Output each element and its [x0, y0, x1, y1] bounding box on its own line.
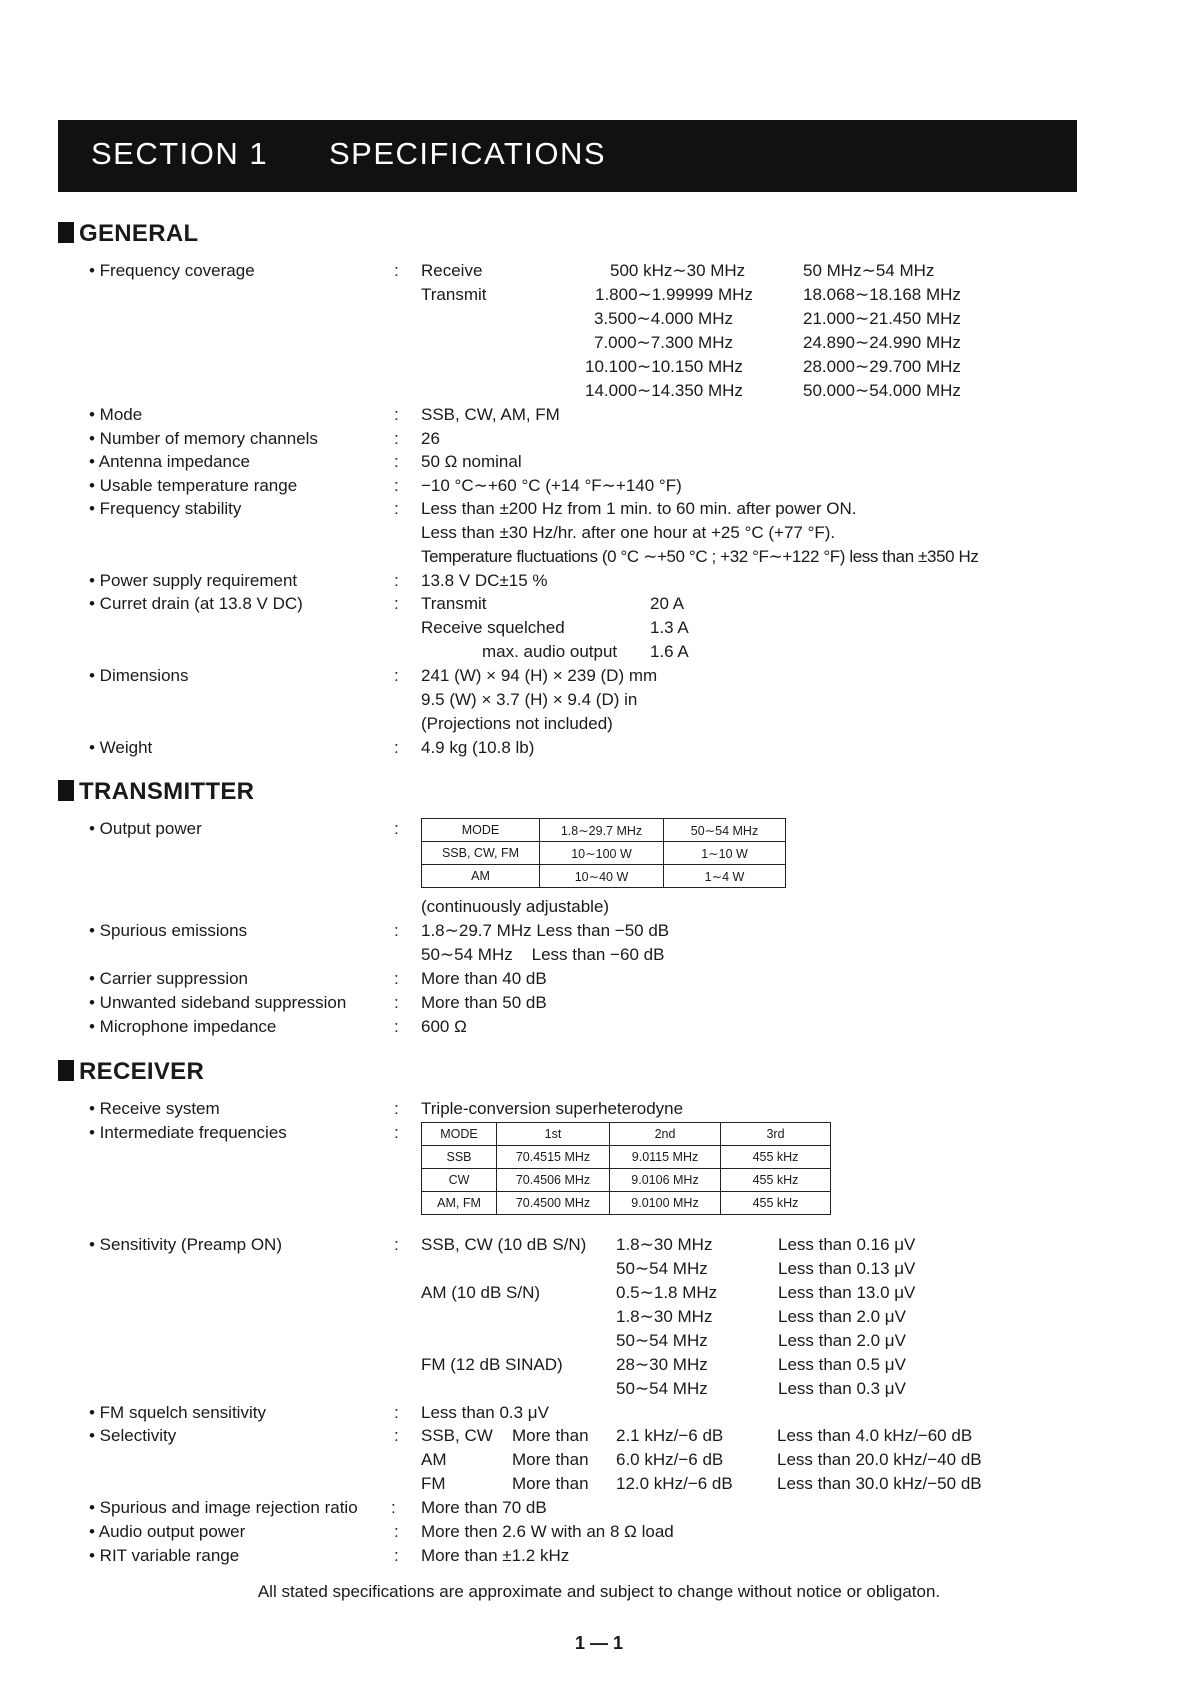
rx-system-label: • Receive system: [89, 1099, 220, 1118]
drain-row-label: Transmit: [421, 594, 487, 613]
transmit-range: 50.000∼54.000 MHz: [803, 381, 961, 400]
drain-label: • Curret drain (at 13.8 V DC): [89, 594, 303, 613]
stability-line: Less than ±30 Hz/hr. after one hour at +25 °C (+77 °F).: [421, 523, 836, 542]
transmitter-heading: TRANSMITTER: [58, 778, 254, 806]
image-rejection-label: • Spurious and image rejection ratio: [89, 1498, 358, 1517]
sens-mode: AM (10 dB S/N): [421, 1283, 541, 1302]
stability-line: Temperature fluctuations (0 °C ∼+50 °C ; +32 °F∼+122 °F) less than ±350 Hz: [421, 547, 979, 566]
receiver-heading: RECEIVER: [58, 1058, 204, 1086]
sel-more: More than: [512, 1474, 589, 1493]
drain-row-value: 1.3 A: [650, 618, 689, 637]
table-row: [422, 1123, 831, 1146]
if-table: [421, 1122, 831, 1215]
antenna-value: 50 Ω nominal: [421, 452, 522, 471]
mic-label: • Microphone impedance: [89, 1017, 277, 1036]
transmit-label: Transmit: [421, 285, 487, 304]
table-cell: AM, FM: [422, 1192, 497, 1215]
sens-range: 1.8∼30 MHz: [616, 1235, 713, 1254]
table-row: [422, 1146, 831, 1169]
receive-range: 50 MHz∼54 MHz: [803, 261, 935, 280]
footer-note: All stated specifications are approximate and subject to change without notice or obligaton.: [257, 1582, 941, 1601]
transmit-range: 10.100∼10.150 MHz: [585, 357, 743, 376]
table-cell: 455 kHz: [721, 1146, 831, 1169]
output-power-table: [421, 818, 786, 888]
temp-label: • Usable temperature range: [89, 476, 298, 495]
transmit-range: 24.890∼24.990 MHz: [803, 333, 961, 352]
table-cell: 9.0100 MHz: [610, 1192, 721, 1215]
heading-square-icon: [58, 222, 74, 243]
table-row: [422, 842, 786, 865]
drain-row-value: 20 A: [650, 594, 685, 613]
spurious-line: 50∼54 MHz Less than −60 dB: [421, 945, 665, 964]
audio-output-label: • Audio output power: [89, 1522, 246, 1541]
dim-line: 9.5 (W) × 3.7 (H) × 9.4 (D) in: [421, 690, 638, 709]
output-power-label: • Output power: [89, 819, 202, 838]
sel-stop: Less than 30.0 kHz/−50 dB: [777, 1474, 982, 1493]
table-cell: SSB: [422, 1146, 497, 1169]
image-rejection-value: More than 70 dB: [421, 1498, 547, 1517]
table-cell: 1∼10 W: [664, 842, 786, 865]
sel-pass: 6.0 kHz/−6 dB: [616, 1450, 724, 1469]
sens-range: 50∼54 MHz: [616, 1331, 708, 1350]
sens-mode: FM (12 dB SINAD): [421, 1355, 563, 1374]
sel-stop: Less than 20.0 kHz/−40 dB: [777, 1450, 982, 1469]
stability-line: Less than ±200 Hz from 1 min. to 60 min. after power ON.: [421, 499, 857, 518]
power-value: 13.8 V DC±15 %: [421, 571, 548, 590]
memory-value: 26: [421, 429, 440, 448]
sel-pass: 2.1 kHz/−6 dB: [616, 1426, 724, 1445]
table-cell: 9.0115 MHz: [610, 1146, 721, 1169]
table-row: [422, 865, 786, 888]
sens-range: 50∼54 MHz: [616, 1259, 708, 1278]
transmit-range: 14.000∼14.350 MHz: [585, 381, 743, 400]
sens-value: Less than 0.16 μV: [778, 1235, 916, 1254]
table-row: [422, 1192, 831, 1215]
sens-value: Less than 0.3 μV: [778, 1379, 906, 1398]
sel-mode: AM: [421, 1450, 447, 1469]
table-header: 2nd: [610, 1123, 721, 1146]
drain-row-label: Receive squelched: [421, 618, 565, 637]
selectivity-label: • Selectivity: [89, 1426, 177, 1445]
drain-row-value: 1.6 A: [650, 642, 689, 661]
transmit-range: 18.068∼18.168 MHz: [803, 285, 961, 304]
table-row: [422, 1169, 831, 1192]
table-cell: 455 kHz: [721, 1192, 831, 1215]
sel-mode: SSB, CW: [421, 1426, 493, 1445]
table-cell: CW: [422, 1169, 497, 1192]
sens-range: 1.8∼30 MHz: [616, 1307, 713, 1326]
dim-line: 241 (W) × 94 (H) × 239 (D) mm: [421, 666, 658, 685]
sens-value: Less than 2.0 μV: [778, 1307, 906, 1326]
sideband-value: More than 50 dB: [421, 993, 547, 1012]
sens-range: 28∼30 MHz: [616, 1355, 708, 1374]
sens-range: 0.5∼1.8 MHz: [616, 1283, 718, 1302]
sens-mode: SSB, CW (10 dB S/N): [421, 1235, 587, 1254]
if-label: • Intermediate frequencies: [89, 1123, 287, 1142]
table-header: MODE: [422, 1123, 497, 1146]
sel-more: More than: [512, 1450, 589, 1469]
transmit-range: 3.500∼4.000 MHz: [594, 309, 733, 328]
rx-system-value: Triple-conversion superheterodyne: [421, 1099, 684, 1118]
table-header: 50∼54 MHz: [664, 819, 786, 842]
table-row: [422, 819, 786, 842]
audio-output-value: More then 2.6 W with an 8 Ω load: [421, 1522, 674, 1541]
freq-coverage-label: • Frequency coverage: [89, 261, 255, 280]
sel-pass: 12.0 kHz/−6 dB: [616, 1474, 733, 1493]
sel-stop: Less than 4.0 kHz/−60 dB: [777, 1426, 973, 1445]
squelch-value: Less than 0.3 μV: [421, 1403, 549, 1422]
heading-square-icon: [58, 1060, 74, 1081]
page-number: 1 — 1: [574, 1633, 624, 1653]
stability-label: • Frequency stability: [89, 499, 242, 518]
table-header: 1.8∼29.7 MHz: [540, 819, 664, 842]
table-cell: AM: [422, 865, 540, 888]
table-header: 3rd: [721, 1123, 831, 1146]
sens-range: 50∼54 MHz: [616, 1379, 708, 1398]
table-header: MODE: [422, 819, 540, 842]
section-title: SPECIFICATIONS: [329, 136, 607, 171]
table-cell: 70.4515 MHz: [497, 1146, 610, 1169]
sens-value: Less than 0.13 μV: [778, 1259, 916, 1278]
table-cell: 70.4506 MHz: [497, 1169, 610, 1192]
sel-mode: FM: [421, 1474, 446, 1493]
sens-value: Less than 2.0 μV: [778, 1331, 906, 1350]
memory-label: • Number of memory channels: [89, 429, 318, 448]
rit-label: • RIT variable range: [89, 1546, 240, 1565]
sensitivity-label: • Sensitivity (Preamp ON): [89, 1235, 282, 1254]
dim-label: • Dimensions: [89, 666, 189, 685]
adjustable-note: (continuously adjustable): [421, 897, 610, 916]
section-banner: [58, 120, 1077, 192]
receive-label: Receive: [421, 261, 483, 280]
spurious-line: 1.8∼29.7 MHz Less than −50 dB: [421, 921, 670, 940]
table-cell: SSB, CW, FM: [422, 842, 540, 865]
heading-square-icon: [58, 780, 74, 801]
temp-value: −10 °C∼+60 °C (+14 °F∼+140 °F): [421, 476, 682, 495]
receive-range: 500 kHz∼30 MHz: [610, 261, 746, 280]
transmit-range: 28.000∼29.700 MHz: [803, 357, 961, 376]
table-cell: 455 kHz: [721, 1169, 831, 1192]
section-number: SECTION 1: [91, 136, 269, 171]
weight-value: 4.9 kg (10.8 lb): [421, 738, 535, 757]
mic-value: 600 Ω: [421, 1017, 467, 1036]
general-heading: GENERAL: [58, 220, 198, 248]
transmit-range: 1.800∼1.99999 MHz: [595, 285, 753, 304]
table-cell: 10∼100 W: [540, 842, 664, 865]
mode-value: SSB, CW, AM, FM: [421, 405, 560, 424]
power-label: • Power supply requirement: [89, 571, 298, 590]
rit-value: More than ±1.2 kHz: [421, 1546, 570, 1565]
table-cell: 1∼4 W: [664, 865, 786, 888]
table-cell: 9.0106 MHz: [610, 1169, 721, 1192]
squelch-label: • FM squelch sensitivity: [89, 1403, 266, 1422]
sens-value: Less than 0.5 μV: [778, 1355, 906, 1374]
table-header: 1st: [497, 1123, 610, 1146]
antenna-label: • Antenna impedance: [89, 452, 250, 471]
carrier-value: More than 40 dB: [421, 969, 547, 988]
table-cell: 70.4500 MHz: [497, 1192, 610, 1215]
sel-more: More than: [512, 1426, 589, 1445]
carrier-label: • Carrier suppression: [89, 969, 249, 988]
dim-line: (Projections not included): [421, 714, 613, 733]
table-cell: 10∼40 W: [540, 865, 664, 888]
sens-value: Less than 13.0 μV: [778, 1283, 916, 1302]
transmit-range: 7.000∼7.300 MHz: [594, 333, 733, 352]
drain-row-label: max. audio output: [482, 642, 618, 661]
transmit-range: 21.000∼21.450 MHz: [803, 309, 961, 328]
sideband-label: • Unwanted sideband suppression: [89, 993, 347, 1012]
mode-label: • Mode: [89, 405, 143, 424]
spurious-label: • Spurious emissions: [89, 921, 248, 940]
weight-label: • Weight: [89, 738, 153, 757]
